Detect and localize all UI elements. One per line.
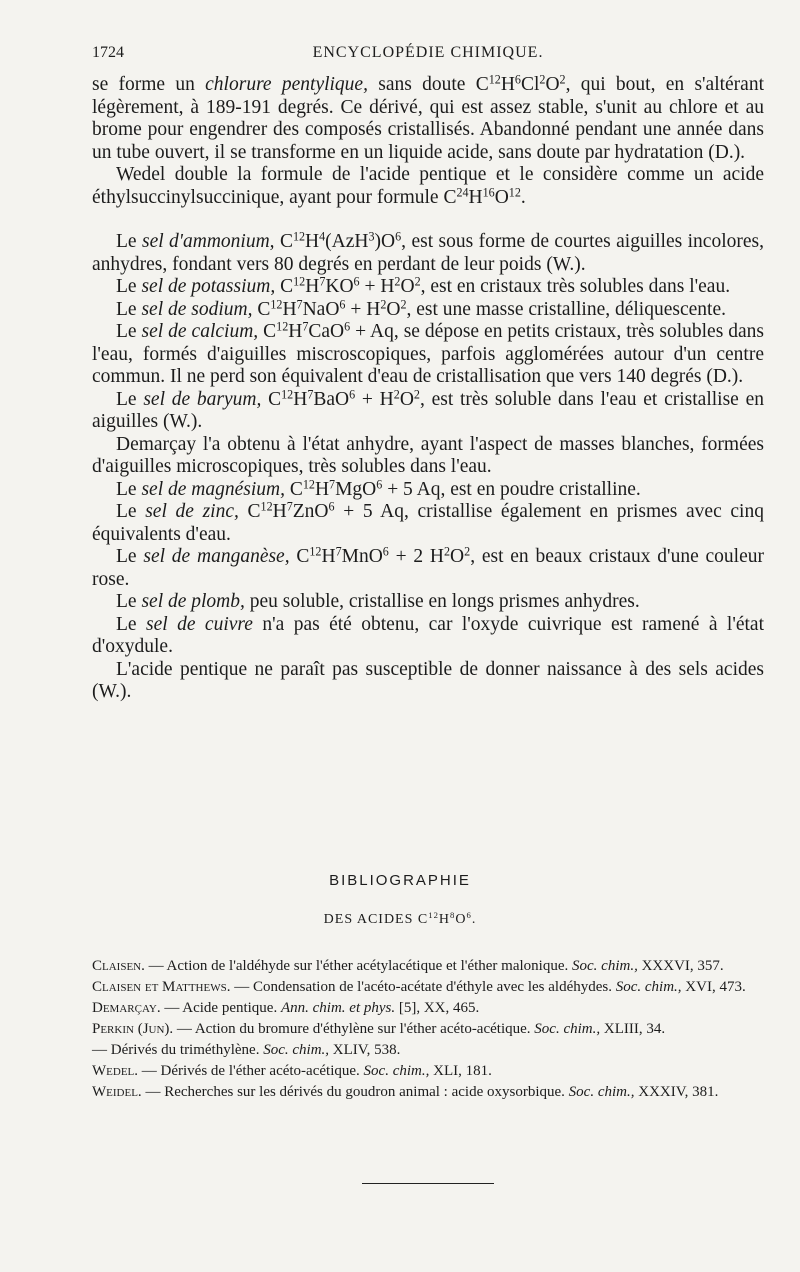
bibliography-entry: Demarçay. — Acide pentique. Ann. chim. et phys. [5], XX, 465.	[92, 1000, 480, 1016]
page-header	[92, 44, 764, 66]
bibliography-list	[92, 958, 764, 1105]
paragraph: Le sel de potassium, $C^{12}H^7KO^6 + H^2O^2$, est en cristaux très solubles dans l'eau.	[116, 274, 731, 297]
paragraph: Le sel de manganèse, $C^{12}H^7MnO^6 + 2$ $H^2O^2$, est en beaux cristaux d'une couleur rose.	[92, 544, 764, 590]
paragraph: L'acide pentique ne paraît pas susceptible de donner naissance à des sels acides (W.).	[92, 658, 764, 702]
bibliography-entry: Perkin (Jun). — Action du bromure d'éthylène sur l'éther acéto-acétique. Soc. chim., XLIII, 34.	[92, 1021, 666, 1037]
paragraph: se forme un chlorure pentylique, sans doute $C^{12}H^6Cl^2O^2$, qui bout, en s'altérant légèrement, à 189-191 degrés. Ce dérivé, qui est assez stable, s'unit au chlore et au brome pour engendrer des composés cristallisés. Abandonné pendant une année dans un tube ouvert, il se transforme en un liquide acide, sans doute par hydratation (D.).	[92, 72, 765, 163]
bibliography-entry: — Dérivés du triméthylène. Soc. chim., XLIV, 538.	[92, 1042, 401, 1058]
body-text	[92, 74, 764, 704]
bibliography-entry: Claisen. — Action de l'aldéhyde sur l'éther acétylacétique et l'éther malonique. Soc. chim., XXXVI, 357.	[92, 958, 724, 974]
paragraph: Le sel de cuivre n'a pas été obtenu, car l'oxyde cuivrique est ramené à l'état d'oxydule.	[92, 613, 764, 657]
bibliography-entry: Weidel. — Recherches sur les dérivés du goudron animal : acide oxysorbique. Soc. chim., XXXIV, 381.	[92, 1084, 719, 1100]
paragraph: Le sel de baryum, $C^{12}H^7BaO^6 + H^2O^2$, est très soluble dans l'eau et cristallise en aiguilles (W.).	[92, 386, 764, 432]
bibliography-heading: BIBLIOGRAPHIE	[329, 872, 471, 889]
paragraph: Le sel de calcium, $C^{12}H^7CaO^6 + Aq$, se dépose en petits cristaux, très solubles dans l'eau, formés d'aiguilles miscroscopiques, parfois agglomérées autour d'un centre commun. Il ne perd son équivalent d'eau de cristallisation que vers 140 degrés (D.).	[92, 319, 764, 387]
paragraph: Wedel double la formule de l'acide pentique et le considère comme un acide éthylsuccinylsuccinique, ayant pour formule $C^{24}H^{16}O^{12}$.	[92, 164, 764, 208]
bibliography-subheading: DES ACIDES $C^{12}H^8O^6$.	[323, 910, 477, 927]
closing-rule	[362, 1183, 494, 1184]
paragraph: Demarçay l'a obtenu à l'état anhydre, ayant l'aspect de masses blanches, formées d'aiguilles microscopiques, très solubles dans l'eau.	[92, 433, 764, 477]
paragraph: Le sel de zinc, $C^{12}H^7ZnO^6 + 5$ Aq, cristallise également en prismes avec cinq équivalents d'eau.	[92, 499, 764, 545]
page-number: 1724	[92, 44, 124, 61]
bibliography-entry: Claisen et Matthews. — Condensation de l'acéto-acétate d'éthyle avec les aldéhydes. Soc. chim., XVI, 473.	[92, 979, 746, 995]
running-title: ENCYCLOPÉDIE CHIMIQUE.	[312, 44, 544, 61]
paragraph: Le sel de magnésium, $C^{12}H^7MgO^6 + 5$ Aq, est en poudre cristalline.	[116, 476, 641, 500]
bibliography-entry: Wedel. — Dérivés de l'éther acéto-acétique. Soc. chim., XLI, 181.	[92, 1063, 492, 1079]
paragraph: Le sel de plomb, peu soluble, cristallise en longs prismes anhydres.	[116, 591, 640, 612]
paragraph: Le sel d'ammonium, $C^{12}H^4(AzH^3)O^6$, est sous forme de courtes aiguilles incolores, anhydres, fondant vers 80 degrés en perdant de leur poids (W.).	[92, 229, 764, 275]
paragraph: Le sel de sodium, $C^{12}H^7NaO^6 + H^2O^2$, est une masse cristalline, déliquescente.	[116, 296, 726, 320]
